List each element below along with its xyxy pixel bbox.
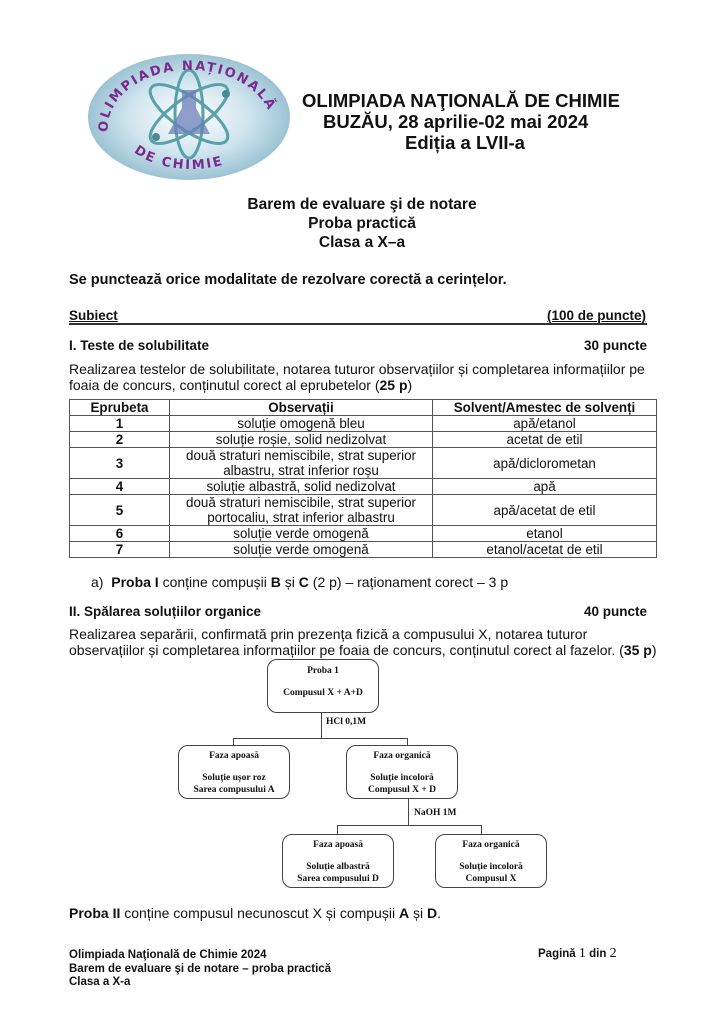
solvent: apă/etanol: [433, 416, 657, 432]
footer-line1: Olimpiada Naţională de Chimie 2024: [69, 949, 267, 961]
reagent-naoh: NaOH 1M: [414, 808, 457, 818]
section2-title: II. Spălarea soluțiilor organice: [69, 604, 262, 619]
connector: [321, 712, 322, 739]
observation: soluție roșie, solid nedizolvat: [170, 432, 433, 448]
table-row: [70, 479, 657, 495]
page-number: 1: [578, 946, 586, 961]
connector: [337, 825, 338, 834]
subject-label: Subiect: [69, 308, 118, 323]
tube-number: 5: [70, 495, 170, 526]
node-aqueous-1: Faza apoasă Soluție ușor roz Sarea compusului A: [178, 745, 290, 799]
observation: soluție verde omogenă: [170, 542, 433, 558]
header-location-date: BUZĂU, 28 aprilie-02 mai 2024: [323, 111, 589, 132]
reagent-hcl: HCl 0,1M: [326, 717, 367, 727]
subject-points: (100 de puncte): [546, 308, 646, 323]
scoring-note: Se punctează orice modalitate de rezolvare corectă a cerințelor.: [69, 272, 507, 288]
table-row: [70, 526, 657, 542]
subject-divider: [69, 323, 647, 325]
tube-number: 1: [70, 416, 170, 432]
connector: [233, 738, 408, 739]
solvent: acetat de etil: [433, 432, 657, 448]
section2-conclusion: Proba II conține compusul necunoscut X și compușii A și D.: [69, 905, 441, 921]
table-row: [70, 432, 657, 448]
section2-intro: Realizarea separării, confirmată prin prezența fizică a compusului X, notarea tuturor observațiilor și completarea informațiilor pe foaia de concurs, conținutul corect al fazelor. (35 p): [69, 626, 657, 658]
node-organic-2: Faza organică Soluție incoloră Compusul X: [435, 834, 547, 888]
node-proba1: Proba 1 Compusul X + A+D: [267, 659, 379, 713]
solvent: apă/diclorometan: [433, 448, 657, 479]
section2-points: 40 puncte: [583, 604, 647, 619]
section1-intro: Realizarea testelor de solubilitate, notarea tuturor observațiilor și completarea informațiilor pe foaia de concurs, conținutul corect al eprubetelor (25 p): [69, 361, 645, 393]
solvent: apă: [433, 479, 657, 495]
solubility-table: [69, 399, 657, 558]
header-observatii: Observații: [170, 400, 433, 416]
solvent: apă/acetat de etil: [433, 495, 657, 526]
tube-number: 2: [70, 432, 170, 448]
page-indicator: Pagină 1 din 2: [538, 946, 617, 961]
tube-number: 6: [70, 526, 170, 542]
page-total: 2: [609, 946, 617, 961]
footer-line2: Barem de evaluare şi de notare – proba practică: [69, 962, 332, 975]
table-row: [70, 416, 657, 432]
header-solvent: Solvent/Amestec de solvenți: [433, 400, 657, 416]
tube-number: 7: [70, 542, 170, 558]
header-edition: Ediția a LVII-a: [405, 132, 525, 153]
table-row: [70, 495, 657, 526]
connector: [408, 798, 409, 825]
connector: [337, 825, 482, 826]
observation: soluție omogenă bleu: [170, 416, 433, 432]
table-row: [70, 542, 657, 558]
subtitle-clasa: Clasa a X–a: [318, 234, 406, 251]
olympiad-logo: [86, 52, 292, 182]
connector: [481, 825, 482, 834]
section1-points: 30 puncte: [583, 338, 647, 353]
table-row: [70, 448, 657, 479]
node-organic-1: Faza organică Soluție incoloră Compusul X + D: [346, 745, 458, 799]
tube-number: 4: [70, 479, 170, 495]
header-eprubeta: Eprubeta: [70, 400, 170, 416]
observation: două straturi nemiscibile, strat superior albastru, strat inferior roșu: [170, 448, 433, 479]
solvent: etanol/acetat de etil: [433, 542, 657, 558]
observation: soluție verde omogenă: [170, 526, 433, 542]
footer-line3: Clasa a X-a: [69, 976, 131, 988]
header-title: OLIMPIADA NAŢIONALĂ DE CHIMIE: [302, 90, 620, 111]
logo-top-text: OLIMPIADA NAȚIONALĂ: [96, 58, 279, 133]
tube-number: 3: [70, 448, 170, 479]
table-header-row: [70, 400, 657, 416]
subtitle-proba: Proba practică: [308, 215, 416, 232]
footer: [69, 949, 331, 990]
observation: soluție albastră, solid nedizolvat: [170, 479, 433, 495]
observation: două straturi nemiscibile, strat superior portocaliu, strat inferior albastru: [170, 495, 433, 526]
node-aqueous-2: Faza apoasă Soluție albastră Sarea compusului D: [282, 834, 394, 888]
item-a: a) Proba I conține compușii B și C (2 p) – raționament corect – 3 p: [91, 574, 509, 590]
solvent: etanol: [433, 526, 657, 542]
subtitle-barem: Barem de evaluare şi de notare: [247, 196, 477, 213]
section1-title: I. Teste de solubilitate: [69, 338, 210, 353]
logo-bottom-text: DE CHIMIE: [131, 142, 226, 174]
